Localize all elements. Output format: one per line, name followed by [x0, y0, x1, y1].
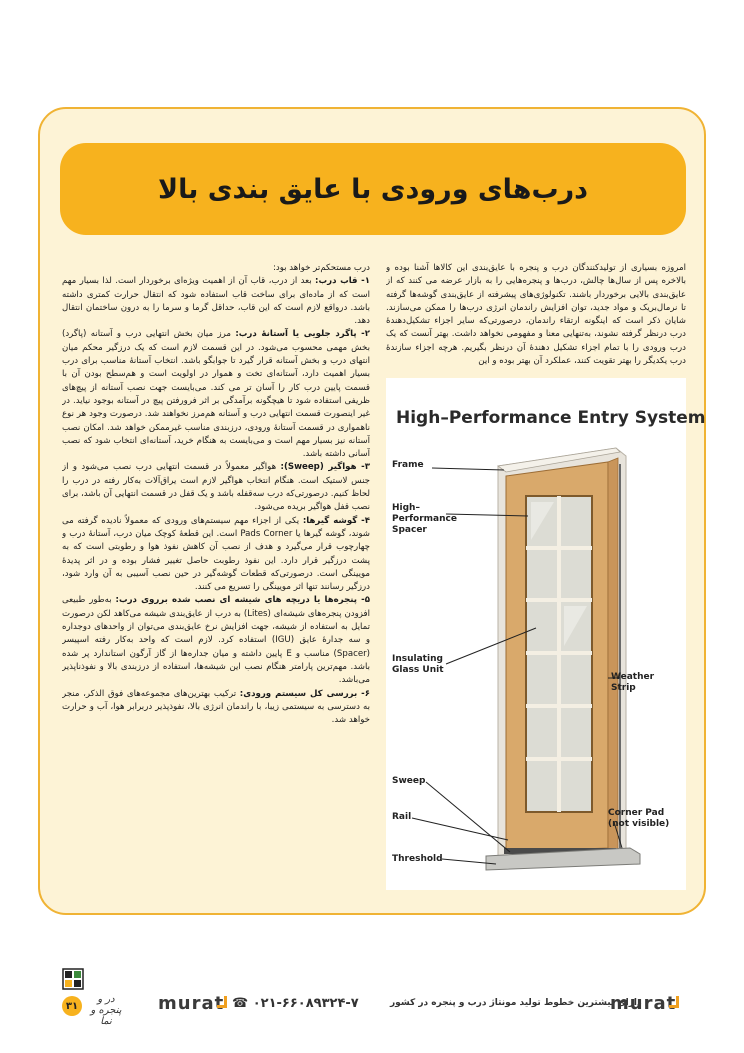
section-heading: ۱- قاب درب: [315, 276, 370, 287]
page-number: ۳۱ [62, 996, 82, 1016]
label-glass-line2: Glass Unit [392, 665, 444, 675]
section-heading: ۳- هواگیر (Sweep): [280, 462, 370, 473]
footer-phone: ☎ ۰۲۱-۶۶۰۸۹۳۲۴-۷ [232, 996, 359, 1011]
section-body: ترکیب بهترین‌های مجموعه‌های فوق الذکر، منجر به دسترسی به سیستمی زیبا، با راندمان انرژی بالا، نفوذپذیر دربرابر هوا، آب و حرارت خواهد شد. [62, 688, 370, 726]
magazine-name: در و پنجره و نما [90, 994, 122, 1027]
section-heading: ۵- پنجره‌ها یا دریچه های شیشه ای نصب شده برروی درب: [115, 595, 370, 606]
intro-column [386, 262, 686, 372]
label-spacer-line2: Performance [392, 514, 457, 524]
label-spacer-line3: Spacer [392, 525, 427, 535]
label-corner-line1: Corner Pad [608, 808, 665, 818]
section-3 [62, 461, 370, 514]
section-1 [62, 275, 370, 328]
section-2 [62, 328, 370, 461]
label-frame: Frame [392, 460, 424, 470]
section-body: مرز میان بخش انتهایی درب و آستانه (پاگرد) بخش مهمی محسوب می‌شود. در این قسمت لازم است که یک درزگیر محکم میان انتهای درب و بخش آستانه قرار گیرد تا جوابگو باشد. انتخاب آستانهٔ مناسب برای درب بسیار اهمیت دارد، آستانه‌ای تخت و هموار در اولویت است و هم‌سطح بودن آن با قسمت پایین درب کار را آسان تر می کند. می‌بایست جهت نصب آستانه از پیچ‌های ظریفی استفاده شود تا هیچگونه برآمدگی بر اثر فرورفتن پیچ در آستانه بوجود نیاید. در غیر اینصورت قسمت انتهایی درب و آستانه هم‌مرز نخواهند شد. درصورت وجود هر نوع ناهمواری در قسمت آستانهٔ ورودی، درزبندی مناسب غیرممکن خواهد شد. امکان نصب آستانه نیز بسیار مهم است و می‌بایست به هنگام خرید، آستانه‌ای انتخاب شود که نصب آسانی داشته باشد. [62, 329, 370, 460]
section-5 [62, 594, 370, 687]
continuation-text: درب مستحکم‌تر خواهد بود: [272, 263, 370, 273]
section-heading: ۶- بررسی کل سیستم ورودی: [239, 688, 370, 699]
section-heading: ۴- گوشه گیرها: [302, 515, 370, 526]
brand-logo-left: murat [158, 993, 225, 1014]
brand-mark-left-icon [217, 996, 227, 1008]
label-sweep: Sweep [392, 776, 426, 786]
section-4 [62, 515, 370, 595]
section-body: بعد از درب، قاب آن از اهمیت ویژه‌ای برخوردار است. لذا بسیار مهم است که از ماده‌ای برای ساخت قاب استفاده شود که انتقال حرارت کمتری داشته باشد. درواقع لازم است که این قاب، حداقل گرما و سرما را به درون ساختمان انتقال دهد. [62, 276, 370, 327]
section-6 [62, 688, 370, 728]
page-title: درب‌های ورودی با عایق بندی بالا [157, 173, 589, 205]
entry-system-figure [386, 378, 706, 890]
section-body: هواگیر معمولاً در قسمت انتهایی درب نصب می‌شود و از جنس لاستیک است. هنگام انتخاب هواگیر لازم است یراق‌آلات به‌کار رفته در درب را لحاظ کنیم. درصورتی‌که درب سه‌قفله باشد و یک قفل در قسمت انتهایی آن باشد، برای نصب قفل هواگیر بریده می‌شود. [62, 462, 370, 513]
section-heading: ۲- پاگرد جلویی یا آستانهٔ درب: [235, 329, 370, 340]
section-body: به‌طور طبیعی افزودن پنجره‌های شیشه‌ای (Lites) به درب از عایق‌بندی شیشه می‌کاهد لکن درصورت تمایل به استفاده از شیشه، جهت افزایش نرخ عایق‌بندی می‌توان از واحدهای دوجداره و سه جدارهٔ عایق (IGU) استفاده کرد. لازم است که واحد به‌کار رفته اسپیسر (Spacer) مناسب و E پایین داشته و میان جداره‌ها از گاز آرگون استاندارد پر شده باشد. مهم‌ترین پارامتر هنگام نصب این شیشه‌ها، استفاده از درزبندی بالا و نفوذناپذیر می‌باشد. [62, 595, 370, 686]
label-corner-line2: (not visible) [608, 819, 670, 829]
magazine-logo-icon [62, 968, 84, 990]
label-spacer-line1: High– [392, 503, 420, 513]
label-weather-line1: Weather [611, 672, 655, 682]
intro-paragraph: امروزه بسیاری از تولیدکنندگان درب و پنجره با عایق‌بندی این کالاها آشنا بوده و بالاخره پس از سال‌ها چالش، درب‌ها و پنجره‌هایی را به بازار عرضه می کنند که از عایق‌بندی بالایی برخوردار باشند. تکنولوژی‌های پیشرفته از عایق‌بندی گوشه‌ها گرفته تا نرمال‌بریک و مواد جدید، توان افزایش راندمان انرژی درب‌ها را ممکن می‌سازند. شایان ذکر است که اینگونه ارتقاء راندمان، درصورتی‌که سایر اجزاء تشکیل‌دهندهٔ درب درنظر گرفته نشوند، به‌تنهایی معنا و مفهومی نخواهد داشت. بهتر آنست که یک درب ورودی را با تمام اجزاء تشکیل دهندهٔ آن درنظر بگیریم. هرچه اجزاء سازندهٔ درب یکدیگر را بهتر تقویت کنند، عملکرد آن بهتر بوده و این [386, 263, 686, 367]
label-weather-line2: Strip [611, 683, 636, 693]
label-glass-line1: Insulating [392, 654, 443, 664]
section-body: یکی از اجزاء مهم سیستم‌های ورودی که معمولاً نادیده گرفته می شوند، گوشه گیرها یا Pads Corner است. این قطعهٔ کوچک میان درب، آستانهٔ درب و چهارچوب قرار می‌گیرد و هدف از نصب آن کاهش نفوذ هوا و رطوبتی است که به پشت درزگیر قرار دارد. این نفوذ رطوبت حاصل تغییر فشار بوده و در اثر پدیدهٔ مویینگی است. درصورتی‌که قطعات گوشه‌گیر در حین نصب آسیبی به آن وارد شود، درزگیر رسانند تنها اثر مویینگی را تسریع می کنند. [62, 515, 370, 593]
figure-title: High–Performance Entry System [396, 408, 706, 428]
sections-column [62, 262, 370, 902]
footer-tagline: دارای بیشترین خطوط تولید مونتاژ درب و پنجره در کشور [390, 998, 642, 1008]
title-banner [60, 143, 686, 235]
brand-logo-right: murat [610, 993, 677, 1014]
label-rail: Rail [392, 812, 412, 822]
brand-mark-right-icon [669, 996, 679, 1008]
label-threshold: Threshold [392, 854, 443, 864]
